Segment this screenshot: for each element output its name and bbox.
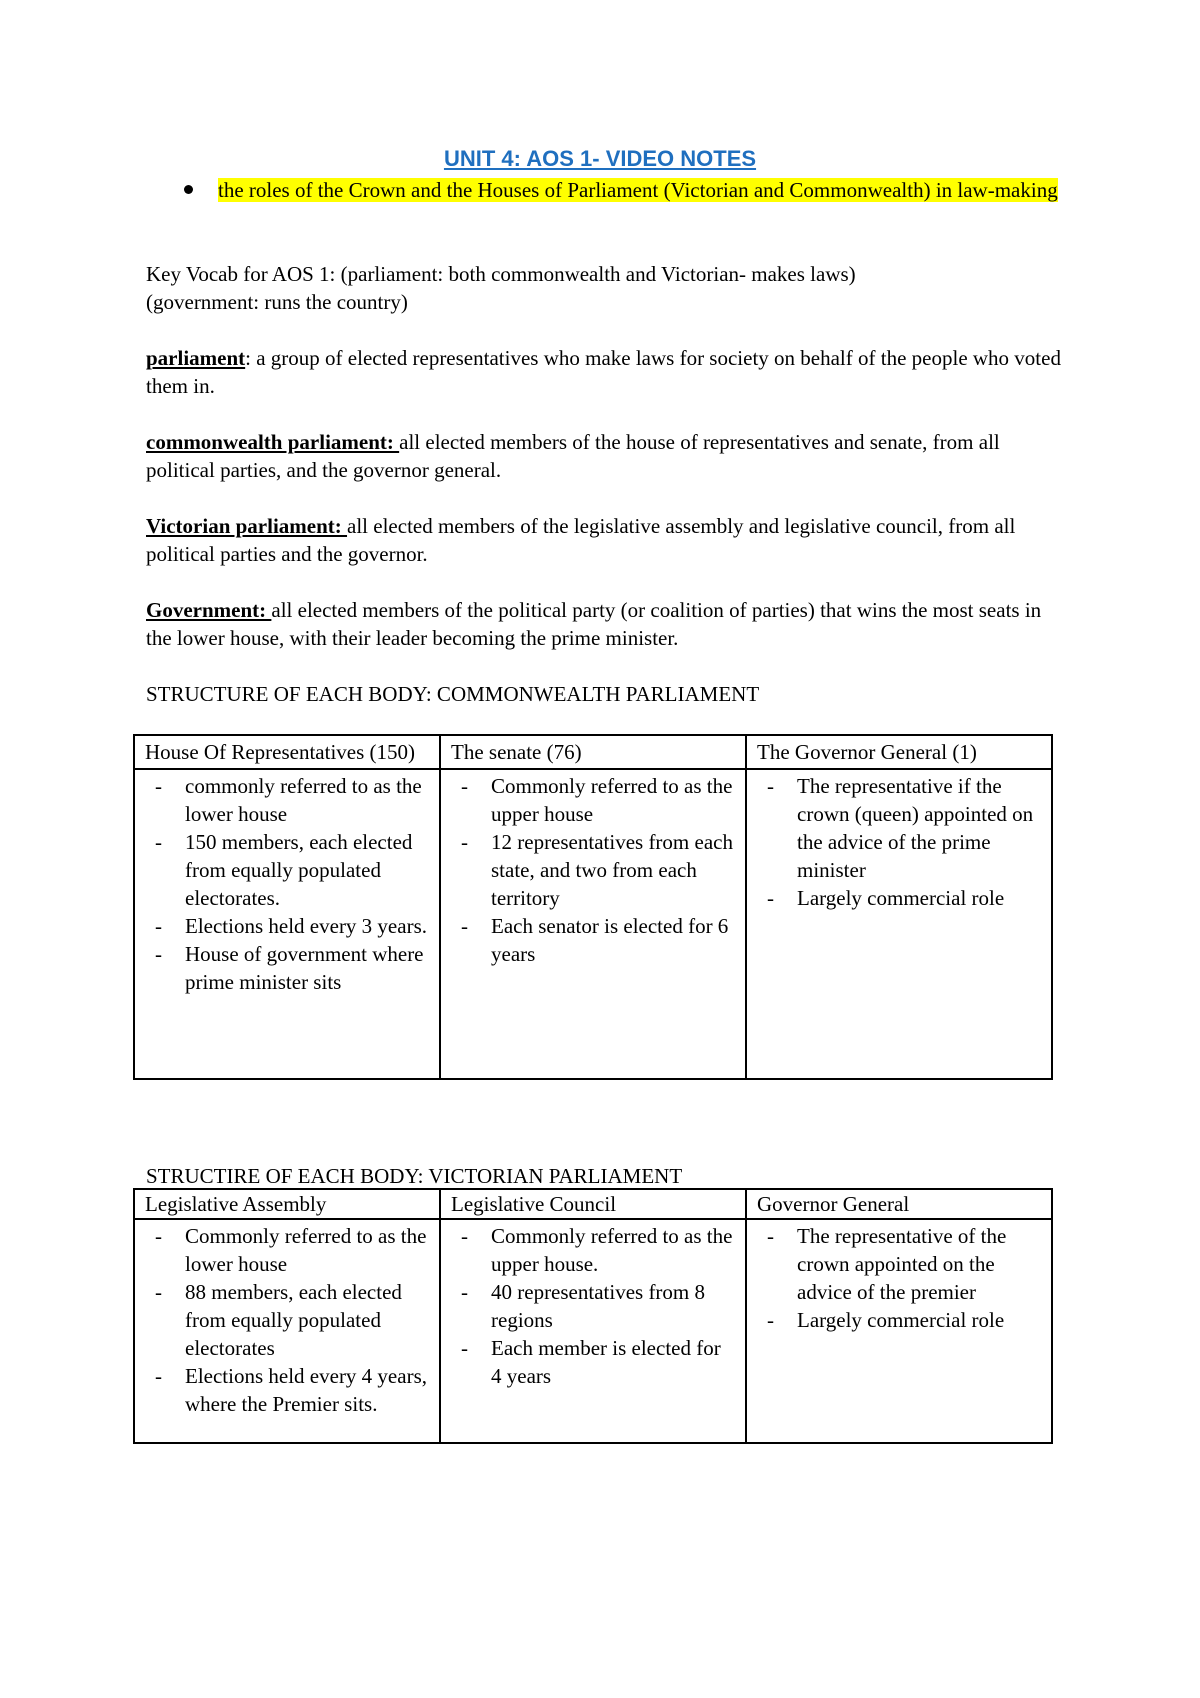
list-item: - Each member is elected for 4 years	[491, 1334, 735, 1390]
table-row	[134, 1219, 1052, 1443]
table-cell	[440, 1219, 746, 1443]
table-header-cell: The senate (76)	[440, 735, 746, 769]
commonwealth-heading: STRUCTURE OF EACH BODY: COMMONWEALTH PARLIAMENT	[146, 682, 760, 706]
list-item: - Elections held every 4 years, where the Premier sits.	[185, 1362, 429, 1418]
definition-victorian-parliament	[146, 512, 1066, 568]
list-item: - The representative of the crown appointed on the advice of the premier	[797, 1222, 1041, 1306]
list-item: - Commonly referred to as the upper house	[491, 772, 735, 828]
objective-text: the roles of the Crown and the Houses of Parliament (Victorian and Commonwealth) in law-making	[218, 178, 1058, 202]
list-item: - 12 representatives from each state, and two from each territory	[491, 828, 735, 912]
bullet-icon	[184, 185, 193, 194]
table-header-row	[134, 1189, 1052, 1219]
definition-term: commonwealth parliament:	[146, 430, 400, 454]
definition-term: Victorian parliament:	[146, 514, 348, 538]
table-header-cell: The Governor General (1)	[746, 735, 1052, 769]
table-header-cell: House Of Representatives (150)	[134, 735, 440, 769]
table-cell	[440, 769, 746, 1079]
list-item: - Commonly referred to as the lower house	[185, 1222, 429, 1278]
table-row	[134, 769, 1052, 1079]
table-header-cell: Legislative Assembly	[134, 1189, 440, 1219]
definition-text: all elected members of the legislative assembly and legislative council, from all political parties and the governor.	[146, 514, 1016, 566]
list-item: - 88 members, each elected from equally populated electorates	[185, 1278, 429, 1362]
key-vocab	[146, 260, 1066, 316]
list-item: - 150 members, each elected from equally populated electorates.	[185, 828, 429, 912]
list-item: - The representative if the crown (queen) appointed on the advice of the prime minister	[797, 772, 1041, 884]
definition-term: Government:	[146, 598, 272, 622]
definition-term: parliament	[146, 346, 246, 370]
definition-government	[146, 596, 1066, 652]
page-title: UNIT 4: AOS 1- VIDEO NOTES	[443, 146, 757, 171]
list-item: - Elections held every 3 years.	[185, 912, 429, 940]
definition-text: all elected members of the political party (or coalition of parties) that wins the most seats in the lower house, with their leader becoming the prime minister.	[146, 598, 1042, 650]
list-item: - 40 representatives from 8 regions	[491, 1278, 735, 1334]
list-item: - Largely commercial role	[797, 884, 1041, 912]
table-header-cell: Governor General	[746, 1189, 1052, 1219]
list-item: - Each senator is elected for 6 years	[491, 912, 735, 968]
list-item: - Commonly referred to as the upper house.	[491, 1222, 735, 1278]
table-cell	[746, 1219, 1052, 1443]
table-header-row	[134, 735, 1052, 769]
table-cell	[134, 1219, 440, 1443]
definition-text: all elected members of the house of representatives and senate, from all political parties, and the governor general.	[146, 430, 1000, 482]
table-header-cell: Legislative Council	[440, 1189, 746, 1219]
definition-parliament	[146, 344, 1066, 400]
list-item: - commonly referred to as the lower house	[185, 772, 429, 828]
table-cell	[134, 769, 440, 1079]
table-cell	[746, 769, 1052, 1079]
list-item: - Largely commercial role	[797, 1306, 1041, 1334]
key-vocab-line-2: (government: runs the country)	[146, 290, 408, 314]
victorian-table	[133, 1188, 1053, 1444]
definition-text: : a group of elected representatives who make laws for society on behalf of the people who voted them in.	[146, 346, 1061, 398]
definition-commonwealth-parliament	[146, 428, 1066, 484]
key-vocab-line-1: Key Vocab for AOS 1: (parliament: both commonwealth and Victorian- makes laws)	[146, 262, 856, 286]
victorian-heading: STRUCTIRE OF EACH BODY: VICTORIAN PARLIAMENT	[146, 1164, 683, 1188]
commonwealth-table	[133, 734, 1053, 1080]
list-item: - House of government where prime minister sits	[185, 940, 429, 996]
